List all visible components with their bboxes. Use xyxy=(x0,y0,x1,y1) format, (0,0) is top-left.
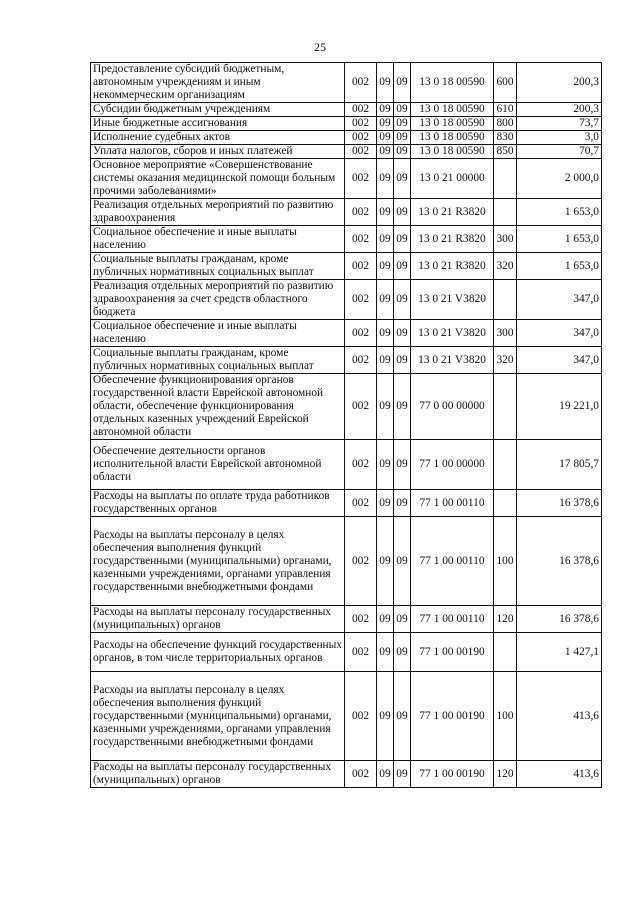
amount-cell: 16 378,6 xyxy=(517,517,602,606)
ministry-code-cell: 002 xyxy=(345,131,377,145)
section-code-cell: 09 xyxy=(377,517,394,606)
section-code-cell: 09 xyxy=(377,131,394,145)
amount-cell: 200,3 xyxy=(517,63,602,103)
expense-type-cell: 300 xyxy=(494,320,517,347)
subsection-code-cell: 09 xyxy=(394,517,411,606)
expense-type-cell: 600 xyxy=(494,63,517,103)
section-code-cell: 09 xyxy=(377,347,394,374)
amount-cell: 19 221,0 xyxy=(517,374,602,440)
target-article-cell: 13 0 21 V3820 xyxy=(411,280,494,320)
table-row xyxy=(91,280,602,320)
target-article-cell: 13 0 21 00000 xyxy=(411,159,494,199)
ministry-code-cell: 002 xyxy=(345,159,377,199)
page-number: 25 xyxy=(314,40,326,54)
ministry-code-cell: 002 xyxy=(345,761,377,788)
expense-type-cell: 830 xyxy=(494,131,517,145)
ministry-code-cell: 002 xyxy=(345,145,377,159)
table-row xyxy=(91,761,602,788)
ministry-code-cell: 002 xyxy=(345,117,377,131)
section-code-cell: 09 xyxy=(377,374,394,440)
subsection-code-cell: 09 xyxy=(394,226,411,253)
row-name-cell: Основное мероприятие «Совершенствование системы оказания медицинской помощи больным прочими заболеваниями» xyxy=(91,159,345,199)
expense-type-cell xyxy=(494,199,517,226)
target-article-cell: 13 0 21 V3820 xyxy=(411,347,494,374)
expense-type-cell: 610 xyxy=(494,103,517,117)
expense-type-cell xyxy=(494,280,517,320)
subsection-code-cell: 09 xyxy=(394,145,411,159)
row-name-cell: Расходы на выплаты персоналу в целях обеспечения выполнения функций государственными (муниципальными) органами, казенными учреждениями, органами управления государственными внебюджетными фондами xyxy=(91,517,345,606)
row-name-cell: Расходы на выплаты персоналу государственных (муниципальных) органов xyxy=(91,761,345,788)
amount-cell: 17 805,7 xyxy=(517,440,602,490)
amount-cell: 2 000,0 xyxy=(517,159,602,199)
section-code-cell: 09 xyxy=(377,253,394,280)
subsection-code-cell: 09 xyxy=(394,253,411,280)
row-name-cell: Расходы на выплаты по оплате труда работников государственных органов xyxy=(91,490,345,517)
ministry-code-cell: 002 xyxy=(345,226,377,253)
table-row xyxy=(91,517,602,606)
expense-type-cell: 100 xyxy=(494,672,517,761)
ministry-code-cell: 002 xyxy=(345,253,377,280)
section-code-cell: 09 xyxy=(377,145,394,159)
amount-cell: 413,6 xyxy=(517,761,602,788)
amount-cell: 1 653,0 xyxy=(517,253,602,280)
subsection-code-cell: 09 xyxy=(394,490,411,517)
ministry-code-cell: 002 xyxy=(345,280,377,320)
amount-cell: 1 653,0 xyxy=(517,226,602,253)
target-article-cell: 13 0 18 00590 xyxy=(411,145,494,159)
section-code-cell: 09 xyxy=(377,606,394,633)
subsection-code-cell: 09 xyxy=(394,159,411,199)
expense-type-cell xyxy=(494,633,517,672)
amount-cell: 1 653,0 xyxy=(517,199,602,226)
subsection-code-cell: 09 xyxy=(394,672,411,761)
subsection-code-cell: 09 xyxy=(394,440,411,490)
target-article-cell: 13 0 21 V3820 xyxy=(411,320,494,347)
ministry-code-cell: 002 xyxy=(345,633,377,672)
amount-cell: 70,7 xyxy=(517,145,602,159)
target-article-cell: 13 0 18 00590 xyxy=(411,117,494,131)
table-row xyxy=(91,199,602,226)
budget-table-body xyxy=(91,63,602,788)
budget-table xyxy=(90,62,602,788)
subsection-code-cell: 09 xyxy=(394,199,411,226)
table-row xyxy=(91,159,602,199)
subsection-code-cell: 09 xyxy=(394,280,411,320)
row-name-cell: Реализация отдельных мероприятий по развитию здравоохранения за счет средств областного бюджета xyxy=(91,280,345,320)
section-code-cell: 09 xyxy=(377,63,394,103)
amount-cell: 347,0 xyxy=(517,280,602,320)
target-article-cell: 77 1 00 00190 xyxy=(411,633,494,672)
table-row xyxy=(91,253,602,280)
table-row xyxy=(91,440,602,490)
ministry-code-cell: 002 xyxy=(345,606,377,633)
row-name-cell: Социальные выплаты гражданам, кроме публичных нормативных социальных выплат xyxy=(91,347,345,374)
expense-type-cell: 120 xyxy=(494,761,517,788)
expense-type-cell: 320 xyxy=(494,253,517,280)
section-code-cell: 09 xyxy=(377,761,394,788)
target-article-cell: 77 1 00 00110 xyxy=(411,606,494,633)
ministry-code-cell: 002 xyxy=(345,63,377,103)
amount-cell: 16 378,6 xyxy=(517,490,602,517)
section-code-cell: 09 xyxy=(377,320,394,347)
row-name-cell: Социальные выплаты гражданам, кроме публичных нормативных социальных выплат xyxy=(91,253,345,280)
ministry-code-cell: 002 xyxy=(345,103,377,117)
table-row xyxy=(91,131,602,145)
table-row xyxy=(91,672,602,761)
expense-type-cell: 320 xyxy=(494,347,517,374)
target-article-cell: 13 0 18 00590 xyxy=(411,63,494,103)
row-name-cell: Расходы на выплаты персоналу государственных (муниципальных) органов xyxy=(91,606,345,633)
ministry-code-cell: 002 xyxy=(345,320,377,347)
subsection-code-cell: 09 xyxy=(394,117,411,131)
table-row xyxy=(91,226,602,253)
section-code-cell: 09 xyxy=(377,490,394,517)
target-article-cell: 77 1 00 00190 xyxy=(411,761,494,788)
section-code-cell: 09 xyxy=(377,280,394,320)
table-row xyxy=(91,320,602,347)
target-article-cell: 13 0 21 R3820 xyxy=(411,199,494,226)
expense-type-cell xyxy=(494,440,517,490)
section-code-cell: 09 xyxy=(377,199,394,226)
ministry-code-cell: 002 xyxy=(345,199,377,226)
ministry-code-cell: 002 xyxy=(345,490,377,517)
subsection-code-cell: 09 xyxy=(394,320,411,347)
expense-type-cell: 120 xyxy=(494,606,517,633)
row-name-cell: Социальное обеспечение и иные выплаты населению xyxy=(91,226,345,253)
subsection-code-cell: 09 xyxy=(394,103,411,117)
section-code-cell: 09 xyxy=(377,672,394,761)
subsection-code-cell: 09 xyxy=(394,131,411,145)
target-article-cell: 13 0 21 R3820 xyxy=(411,253,494,280)
section-code-cell: 09 xyxy=(377,103,394,117)
amount-cell: 200,3 xyxy=(517,103,602,117)
subsection-code-cell: 09 xyxy=(394,606,411,633)
table-row xyxy=(91,606,602,633)
expense-type-cell: 300 xyxy=(494,226,517,253)
table-row xyxy=(91,63,602,103)
ministry-code-cell: 002 xyxy=(345,347,377,374)
section-code-cell: 09 xyxy=(377,226,394,253)
subsection-code-cell: 09 xyxy=(394,374,411,440)
row-name-cell: Предоставление субсидий бюджетным, автономным учреждениям и иным некоммерческим организациям xyxy=(91,63,345,103)
section-code-cell: 09 xyxy=(377,440,394,490)
amount-cell: 347,0 xyxy=(517,347,602,374)
table-row xyxy=(91,347,602,374)
amount-cell: 3,0 xyxy=(517,131,602,145)
target-article-cell: 77 1 00 00110 xyxy=(411,490,494,517)
target-article-cell: 77 1 00 00000 xyxy=(411,440,494,490)
subsection-code-cell: 09 xyxy=(394,633,411,672)
table-row xyxy=(91,633,602,672)
target-article-cell: 77 1 00 00110 xyxy=(411,517,494,606)
expense-type-cell: 850 xyxy=(494,145,517,159)
row-name-cell: Уплата налогов, сборов и иных платежей xyxy=(91,145,345,159)
row-name-cell: Реализация отдельных мероприятий по развитию здравоохранения xyxy=(91,199,345,226)
expense-type-cell xyxy=(494,159,517,199)
row-name-cell: Расходы иа выплаты персоналу в целях обеспечения выполнения функций государственными (муниципальными) органами, казенными учреждениями, органами управления государственными внебюджетными фондами xyxy=(91,672,345,761)
amount-cell: 347,0 xyxy=(517,320,602,347)
row-name-cell: Расходы на обеспечение функций государственных органов, в том числе территориальных органов xyxy=(91,633,345,672)
subsection-code-cell: 09 xyxy=(394,761,411,788)
amount-cell: 73,7 xyxy=(517,117,602,131)
section-code-cell: 09 xyxy=(377,633,394,672)
row-name-cell: Иные бюджетные ассигнования xyxy=(91,117,345,131)
amount-cell: 16 378,6 xyxy=(517,606,602,633)
section-code-cell: 09 xyxy=(377,117,394,131)
ministry-code-cell: 002 xyxy=(345,517,377,606)
table-row xyxy=(91,145,602,159)
expense-type-cell xyxy=(494,490,517,517)
amount-cell: 413,6 xyxy=(517,672,602,761)
amount-cell: 1 427,1 xyxy=(517,633,602,672)
section-code-cell: 09 xyxy=(377,159,394,199)
table-row xyxy=(91,374,602,440)
expense-type-cell: 100 xyxy=(494,517,517,606)
table-row xyxy=(91,103,602,117)
target-article-cell: 13 0 18 00590 xyxy=(411,103,494,117)
ministry-code-cell: 002 xyxy=(345,374,377,440)
table-row xyxy=(91,490,602,517)
ministry-code-cell: 002 xyxy=(345,440,377,490)
subsection-code-cell: 09 xyxy=(394,63,411,103)
row-name-cell: Обеспечение функционирования органов государственной власти Еврейской автономной области, обеспечение функционирования отдельных казенных учреждений Еврейской автономной области xyxy=(91,374,345,440)
row-name-cell: Социальное обеспечение и иные выплаты населению xyxy=(91,320,345,347)
row-name-cell: Обеспечение деятельности органов исполнительной власти Еврейской автономной области xyxy=(91,440,345,490)
row-name-cell: Субсидии бюджетным учреждениям xyxy=(91,103,345,117)
expense-type-cell xyxy=(494,374,517,440)
subsection-code-cell: 09 xyxy=(394,347,411,374)
expense-type-cell: 800 xyxy=(494,117,517,131)
table-row xyxy=(91,117,602,131)
target-article-cell: 13 0 21 R3820 xyxy=(411,226,494,253)
target-article-cell: 77 1 00 00190 xyxy=(411,672,494,761)
target-article-cell: 77 0 00 00000 xyxy=(411,374,494,440)
target-article-cell: 13 0 18 00590 xyxy=(411,131,494,145)
ministry-code-cell: 002 xyxy=(345,672,377,761)
row-name-cell: Исполнение судебных актов xyxy=(91,131,345,145)
